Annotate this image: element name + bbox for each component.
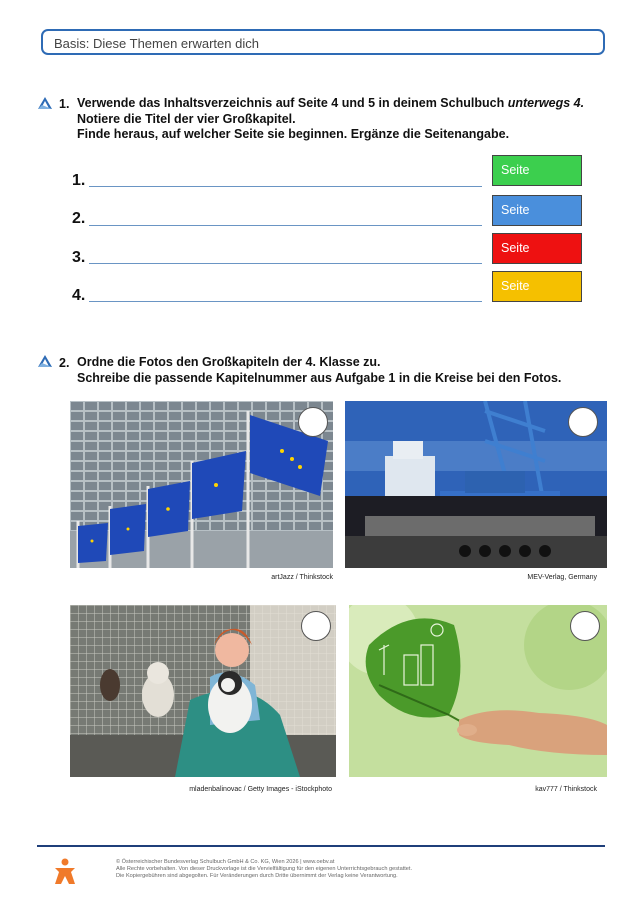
task-1-instructions <box>77 96 617 143</box>
answer-number-1: 1. <box>72 172 86 189</box>
task-2-line-2: Schreibe die passende Kapitelnummer aus Aufgabe 1 in die Kreise bei den Fotos. <box>77 370 562 385</box>
answer-number-3: 3. <box>72 249 86 266</box>
publisher-logo-icon <box>51 858 79 886</box>
footer-line-2: Alle Rechte vorbehalten. Von dieser Druckvorlage ist die Vervielfältigung für den eigenen Unterrichtsgebrauch gestattet. <box>116 866 413 872</box>
task-triangle-icon <box>38 97 52 109</box>
seite-box-4[interactable] <box>492 271 582 302</box>
photo-animal-shelter <box>70 605 336 777</box>
photo-credit-3: mladenbalinovac / Getty Images - iStockphoto <box>189 786 332 793</box>
footer-legal <box>116 859 412 880</box>
task-2-number: 2. <box>59 356 70 370</box>
seite-box-1[interactable] <box>492 155 582 186</box>
photo-green-leaf <box>349 605 607 777</box>
photo-credit-2: MEV-Verlag, Germany <box>527 574 597 581</box>
seite-box-2[interactable] <box>492 195 582 226</box>
task-1-line-1: Verwende das Inhaltsverzeichnis auf Seite 4 und 5 in deinem Schulbuch <box>77 96 508 110</box>
photo-credit-1: artJazz / Thinkstock <box>271 574 333 581</box>
footer-line-3: Die Kopiergebühren sind abgegolten. Für Veränderungen durch Dritte übernimmt der Verlag keine Verantwortung. <box>116 873 398 879</box>
seite-label: Seite <box>501 241 530 255</box>
footer-divider <box>37 845 605 847</box>
task-1-line-3: Finde heraus, auf welcher Seite sie beginnen. Ergänze die Seitenangabe. <box>77 127 510 141</box>
task-1-line-2: Notiere die Titel der vier Großkapitel. <box>77 111 296 126</box>
footer-line-1: © Österreichischer Bundesverlag Schulbuch GmbH & Co. KG, Wien 2026 | www.oebv.at <box>116 859 335 865</box>
photo-cargo-ship <box>345 401 607 568</box>
seite-label: Seite <box>501 163 530 177</box>
page-title: Basis: Diese Themen erwarten dich <box>54 36 259 51</box>
photo-credit-4: kav777 / Thinkstock <box>535 786 597 793</box>
task-1-number: 1. <box>59 97 70 111</box>
answer-number-2: 2. <box>72 210 86 227</box>
answer-line-3[interactable] <box>89 263 482 264</box>
seite-box-3[interactable] <box>492 233 582 264</box>
photo-eu-flags <box>70 401 333 568</box>
seite-label: Seite <box>501 279 530 293</box>
answer-circle-4[interactable] <box>570 611 600 641</box>
answer-line-2[interactable] <box>89 225 482 226</box>
answer-line-4[interactable] <box>89 301 482 302</box>
answer-line-1[interactable] <box>89 186 482 187</box>
answer-circle-3[interactable] <box>301 611 331 641</box>
book-title: unterwegs 4. <box>507 96 585 110</box>
task-2-line-1: Ordne die Fotos den Großkapiteln der 4. Klasse zu. <box>77 355 381 369</box>
task-triangle-icon <box>38 355 52 367</box>
answer-circle-2[interactable] <box>568 407 598 437</box>
task-2-instructions <box>77 355 617 386</box>
seite-label: Seite <box>501 203 530 217</box>
answer-number-4: 4. <box>72 287 86 304</box>
header-box <box>41 29 605 55</box>
answer-circle-1[interactable] <box>298 407 328 437</box>
